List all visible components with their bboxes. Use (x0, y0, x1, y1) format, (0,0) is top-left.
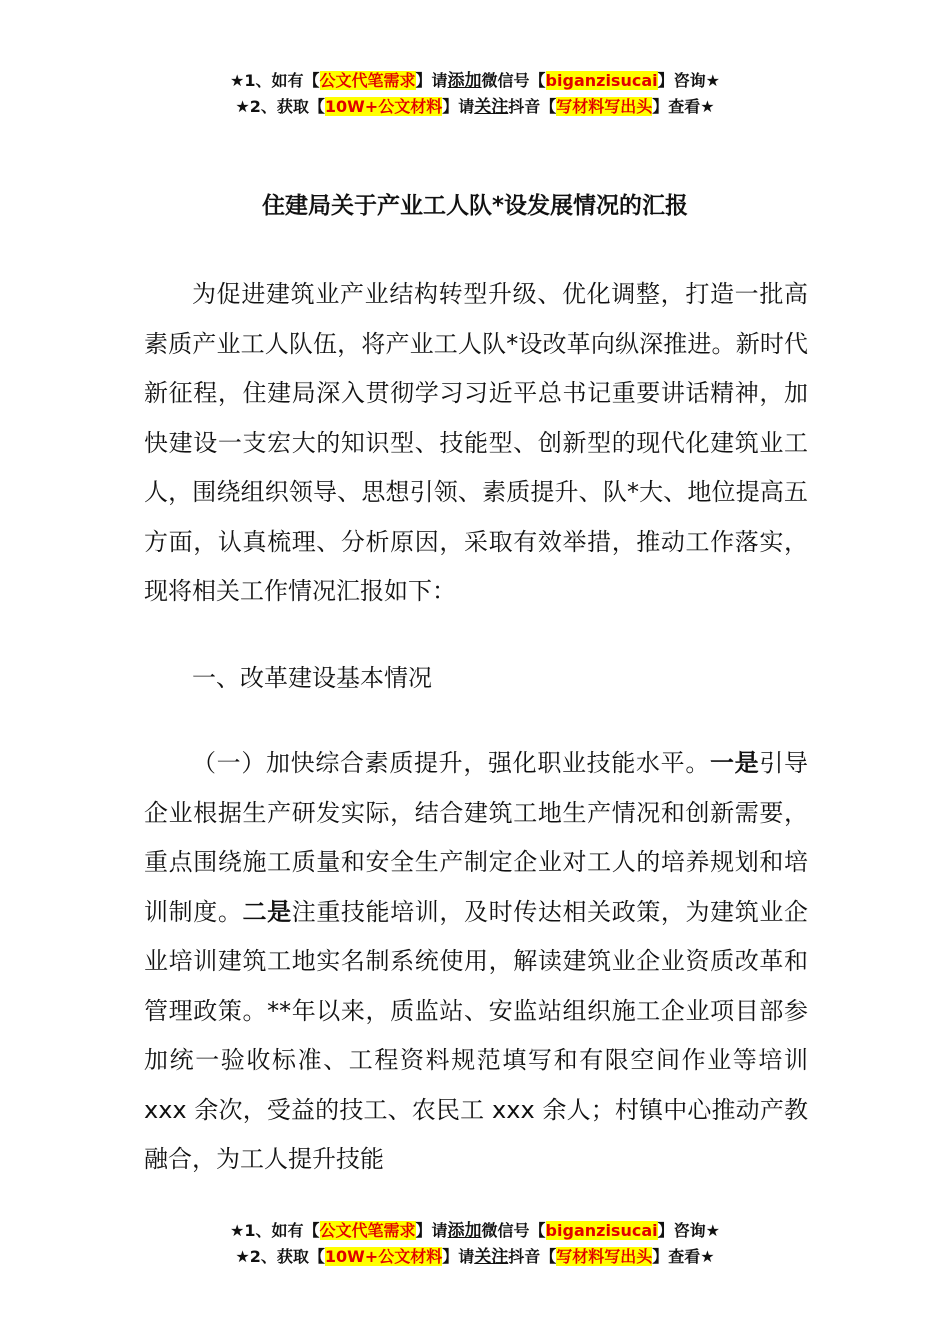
lead-text: （一）加快综合素质提升，强化职业技能水平。 (192, 749, 710, 777)
banner-text: ★1、如有【 (230, 1221, 320, 1240)
douyin-account: 写材料写出头 (556, 97, 653, 116)
wechat-id: biganzisucai (545, 1221, 658, 1240)
underlined-text: 关注 (474, 1247, 509, 1267)
banner-text: 】查看★ (652, 1247, 715, 1266)
banner-text: 】请 (415, 1221, 448, 1240)
banner-text: ★2、获取【 (235, 97, 325, 116)
banner-text: 微信号【 (481, 1221, 546, 1240)
banner-text: 抖音【 (508, 1247, 557, 1266)
banner-text: 】请 (415, 71, 448, 90)
intro-text: 为促进建筑业产业结构转型升级、优化调整，打造一批高素质产业工人队伍，将产业工人队*设改革向纵深推进。新时代新征程，住建局深入贯彻学习习近平总书记重要讲话精神，加快建设一支宏大的知识型、技能型、创新型的现代化建筑业工人，围绕组织领导、思想引领、素质提升、队*大、地位提高五方面，认真梳理、分析原因，采取有效举措，推动工作落实，现将相关工作情况汇报如下： (144, 280, 808, 605)
section-text (144, 739, 808, 1185)
banner-text: 抖音【 (508, 97, 557, 116)
body-text: 注重技能培训，及时传达相关政策，为建筑业企业培训建筑工地实名制系统使用，解读建筑业企业资质改革和管理政策。**年以来，质监站、安监站组织施工企业项目部参加统一验收标准、工程资料规范填写和有限空间作业等培训 xxx 余次，受益的技工、农民工 xxx 余人；村镇中心推动产教融合，为工人提升技能 (144, 897, 809, 1173)
section-paragraph (144, 739, 808, 1185)
body-text: 引导企业根据生产研发实际，结合建筑工地生产情况和创新需要，重点围绕施工质量和安全生产制定企业对工人的培养规划和培训制度。 (144, 749, 809, 926)
bold-marker: 二是 (242, 897, 292, 926)
banner-line-1 (0, 68, 950, 94)
highlight-text: 10W+公文材料 (324, 97, 443, 116)
banner-text: 微信号【 (481, 71, 546, 90)
banner-text: 】咨询★ (657, 1221, 720, 1240)
highlight-text: 10W+公文材料 (324, 1247, 443, 1266)
underlined-text: 添加 (447, 71, 482, 91)
highlight-text: 公文代笔需求 (319, 71, 416, 90)
banner-text: 】请 (442, 1247, 475, 1266)
banner-text: 】咨询★ (657, 71, 720, 90)
banner-text: 】请 (442, 97, 475, 116)
footer-banner (0, 1218, 950, 1270)
header-banner (0, 68, 950, 120)
underlined-text: 关注 (474, 97, 509, 117)
bold-marker: 一是 (710, 749, 760, 777)
heading-text: 一、改革建设基本情况 (192, 664, 432, 692)
banner-line-2 (0, 1244, 950, 1270)
intro-paragraph (144, 270, 808, 617)
section-heading (144, 654, 808, 704)
banner-text: ★2、获取【 (235, 1247, 325, 1266)
douyin-account: 写材料写出头 (556, 1247, 653, 1266)
wechat-id: biganzisucai (545, 71, 658, 90)
document-title: 住建局关于产业工人队*设发展情况的汇报 (261, 193, 689, 219)
banner-line-2 (0, 94, 950, 120)
highlight-text: 公文代笔需求 (319, 1221, 416, 1240)
underlined-text: 添加 (447, 1221, 482, 1241)
banner-text: 】查看★ (652, 97, 715, 116)
banner-text: ★1、如有【 (230, 71, 320, 90)
banner-line-1 (0, 1218, 950, 1244)
